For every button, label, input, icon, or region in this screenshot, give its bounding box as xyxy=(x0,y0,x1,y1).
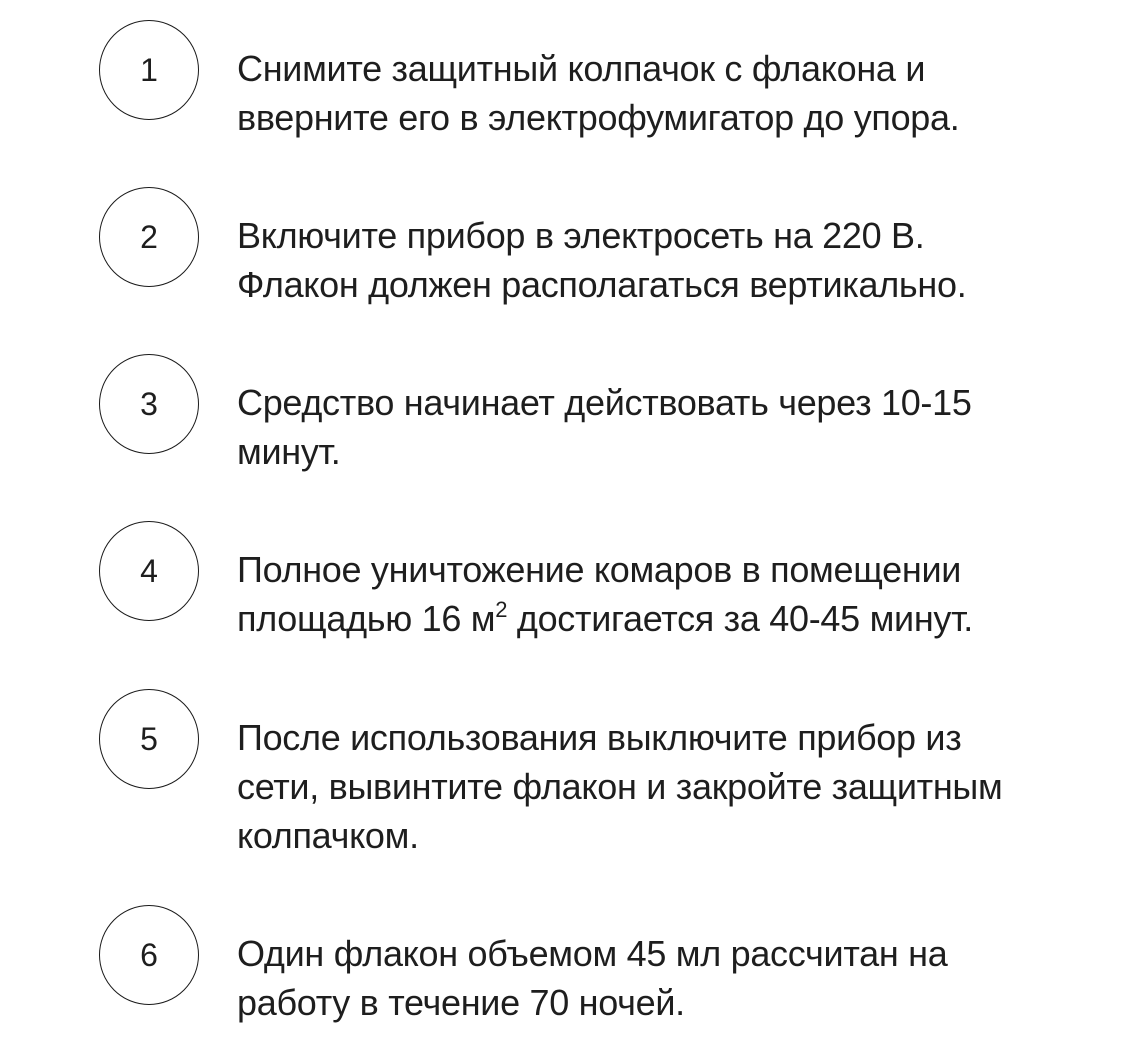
step-text-line: колпачком. xyxy=(237,815,419,856)
step-text xyxy=(237,378,1117,476)
step-text-line: Один флакон объемом 45 мл рассчитан на xyxy=(237,933,948,974)
step-text-line: сети, вывинтите флакон и закройте защитным xyxy=(237,766,1003,807)
step-text-line: Средство начинает действовать через 10-15 xyxy=(237,382,972,423)
step-text xyxy=(237,211,1117,309)
step-text-line xyxy=(237,594,1117,643)
step-text xyxy=(237,713,1117,860)
step-text-fragment: площадью 16 м xyxy=(237,598,496,639)
step-text xyxy=(237,545,1117,643)
step-text-line: После использования выключите прибор из xyxy=(237,717,962,758)
step-number-circle: 5 xyxy=(99,689,199,789)
step-text-line: Снимите защитный колпачок с флакона и xyxy=(237,48,926,89)
area-unit-superscript: 2 xyxy=(495,597,508,622)
step-number-circle: 1 xyxy=(99,20,199,120)
step-number-circle: 6 xyxy=(99,905,199,1005)
step-text-line: вверните его в электрофумигатор до упора. xyxy=(237,97,960,138)
step-text-line: минут. xyxy=(237,431,341,472)
step-text-line: Полное уничтожение комаров в помещении xyxy=(237,549,962,590)
step-number-circle: 4 xyxy=(99,521,199,621)
step-number-circle: 2 xyxy=(99,187,199,287)
step-text-line: работу в течение 70 ночей. xyxy=(237,982,685,1023)
step-text xyxy=(237,929,1117,1027)
step-text xyxy=(237,44,1117,142)
step-text-line: Флакон должен располагаться вертикально. xyxy=(237,264,967,305)
step-number-circle: 3 xyxy=(99,354,199,454)
step-text-fragment: достигается за 40-45 минут. xyxy=(507,598,974,639)
step-text-line: Включите прибор в электросеть на 220 В. xyxy=(237,215,925,256)
